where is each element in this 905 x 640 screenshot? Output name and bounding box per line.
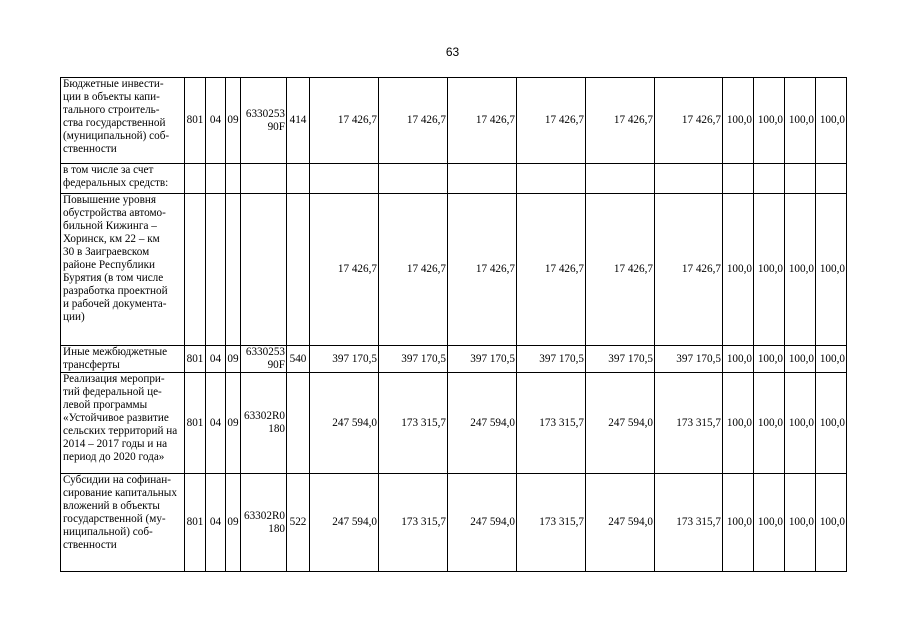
- amount-cell: 17 426,7: [586, 78, 655, 164]
- amount-cell: 247 594,0: [448, 474, 517, 572]
- amount-cell: 17 426,7: [448, 78, 517, 164]
- amount-cell: 17 426,7: [310, 194, 379, 346]
- amount-cell: 397 170,5: [310, 346, 379, 373]
- amount-cell: [448, 164, 517, 194]
- row-name-line: 2014 – 2017 годы и на: [63, 438, 168, 450]
- expense-type-cell: 414: [287, 78, 310, 164]
- amount-cell: 247 594,0: [310, 373, 379, 474]
- amount-cell: [379, 164, 448, 194]
- percent-cell: 100,0: [785, 346, 816, 373]
- target-article-cell: [241, 164, 287, 194]
- page-number: 63: [445, 45, 460, 59]
- row-name-line: трансферты: [63, 359, 120, 371]
- ministry-code-cell: 801: [185, 78, 206, 164]
- row-name-line: обустройства автомо-: [63, 207, 166, 219]
- amount-cell: 247 594,0: [586, 373, 655, 474]
- subsection-code-cell: [226, 164, 241, 194]
- percent-cell: 100,0: [816, 346, 847, 373]
- amount-cell: [310, 164, 379, 194]
- row-name-line: ства государственной: [63, 117, 166, 129]
- table-row: [61, 346, 847, 373]
- section-code-cell: 04: [206, 78, 226, 164]
- section-code-cell: [206, 194, 226, 346]
- amount-cell: 173 315,7: [517, 474, 586, 572]
- subsection-code-cell: 09: [226, 78, 241, 164]
- amount-cell: 397 170,5: [379, 346, 448, 373]
- amount-cell: 173 315,7: [655, 474, 723, 572]
- subsection-code-cell: [226, 194, 241, 346]
- row-name-cell: [61, 373, 185, 474]
- amount-cell: 247 594,0: [586, 474, 655, 572]
- row-name-cell: [61, 346, 185, 373]
- table-row: [61, 373, 847, 474]
- row-name-line: разработка проектной: [63, 285, 168, 297]
- amount-cell: 173 315,7: [655, 373, 723, 474]
- row-name-cell: [61, 78, 185, 164]
- row-name-line: сельских территорий на: [63, 425, 178, 437]
- row-name-line: Бюджетные инвести-: [63, 78, 164, 90]
- row-name-line: Иные межбюджетные: [63, 346, 168, 358]
- row-name-line: в том числе за счет: [63, 164, 154, 176]
- row-name-line: районе Республики: [63, 259, 156, 271]
- amount-cell: 17 426,7: [310, 78, 379, 164]
- percent-cell: 100,0: [723, 78, 754, 164]
- percent-cell: 100,0: [723, 474, 754, 572]
- table-row: [61, 474, 847, 572]
- amount-cell: 17 426,7: [655, 194, 723, 346]
- row-name-cell: [61, 164, 185, 194]
- table-row: [61, 164, 847, 194]
- section-code-cell: 04: [206, 474, 226, 572]
- row-name-line: ниципальной) соб-: [63, 526, 153, 538]
- row-name-line: период до 2020 года»: [63, 451, 165, 463]
- section-code-cell: 04: [206, 346, 226, 373]
- amount-cell: [655, 164, 723, 194]
- percent-cell: [816, 164, 847, 194]
- row-name-line: ственности: [63, 539, 117, 551]
- amount-cell: 173 315,7: [379, 474, 448, 572]
- amount-cell: 397 170,5: [448, 346, 517, 373]
- percent-cell: 100,0: [816, 194, 847, 346]
- row-name-line: Повышение уровня: [63, 194, 156, 206]
- amount-cell: 247 594,0: [448, 373, 517, 474]
- row-name-line: левой программы: [63, 399, 148, 411]
- percent-cell: 100,0: [754, 474, 785, 572]
- row-name-line: 30 в Заиграевском: [63, 246, 150, 258]
- amount-cell: 17 426,7: [379, 194, 448, 346]
- ministry-code-cell: 801: [185, 346, 206, 373]
- percent-cell: 100,0: [754, 346, 785, 373]
- amount-cell: 397 170,5: [655, 346, 723, 373]
- ministry-code-cell: 801: [185, 474, 206, 572]
- target-article-cell: 63302R0 180: [241, 474, 287, 572]
- row-name-line: вложений в объекты: [63, 500, 160, 512]
- percent-cell: 100,0: [754, 78, 785, 164]
- percent-cell: [785, 164, 816, 194]
- table-row: [61, 78, 847, 164]
- section-code-cell: 04: [206, 373, 226, 474]
- row-name-cell: [61, 474, 185, 572]
- row-name-line: государственной (му-: [63, 513, 166, 525]
- percent-cell: 100,0: [816, 373, 847, 474]
- ministry-code-cell: 801: [185, 373, 206, 474]
- percent-cell: 100,0: [723, 346, 754, 373]
- percent-cell: 100,0: [785, 194, 816, 346]
- row-name-line: ции): [63, 311, 85, 323]
- percent-cell: 100,0: [816, 78, 847, 164]
- percent-cell: 100,0: [754, 194, 785, 346]
- subsection-code-cell: 09: [226, 474, 241, 572]
- percent-cell: 100,0: [785, 373, 816, 474]
- ministry-code-cell: [185, 164, 206, 194]
- amount-cell: 173 315,7: [517, 373, 586, 474]
- target-article-cell: 6330253 90F: [241, 78, 287, 164]
- row-name-line: Бурятия (в том числе: [63, 272, 164, 284]
- table-body: [61, 78, 847, 572]
- amount-cell: 17 426,7: [517, 194, 586, 346]
- percent-cell: 100,0: [723, 194, 754, 346]
- row-name-cell: [61, 194, 185, 346]
- amount-cell: 173 315,7: [379, 373, 448, 474]
- section-code-cell: [206, 164, 226, 194]
- row-name-line: ственности: [63, 143, 117, 155]
- amount-cell: 397 170,5: [586, 346, 655, 373]
- percent-cell: 100,0: [785, 78, 816, 164]
- percent-cell: 100,0: [754, 373, 785, 474]
- row-name-line: Хоринск, км 22 – км: [63, 233, 160, 245]
- amount-cell: 17 426,7: [517, 78, 586, 164]
- percent-cell: 100,0: [785, 474, 816, 572]
- percent-cell: [723, 164, 754, 194]
- amount-cell: 17 426,7: [586, 194, 655, 346]
- table-row: [61, 194, 847, 346]
- percent-cell: [754, 164, 785, 194]
- row-name-line: бильной Кижинга –: [63, 220, 157, 232]
- row-name-line: Субсидии на софинан-: [63, 474, 171, 486]
- expense-type-cell: [287, 373, 310, 474]
- expense-type-cell: [287, 194, 310, 346]
- target-article-cell: [241, 194, 287, 346]
- amount-cell: 17 426,7: [655, 78, 723, 164]
- row-name-line: «Устойчивое развитие: [63, 412, 169, 424]
- subsection-code-cell: 09: [226, 346, 241, 373]
- row-name-line: тального строитель-: [63, 104, 160, 116]
- row-name-line: ции в объекты капи-: [63, 91, 160, 103]
- amount-cell: 397 170,5: [517, 346, 586, 373]
- percent-cell: 100,0: [816, 474, 847, 572]
- row-name-line: сирование капитальных: [63, 487, 177, 499]
- percent-cell: 100,0: [723, 373, 754, 474]
- target-article-cell: 63302R0 180: [241, 373, 287, 474]
- amount-cell: 247 594,0: [310, 474, 379, 572]
- expense-type-cell: 522: [287, 474, 310, 572]
- amount-cell: 17 426,7: [379, 78, 448, 164]
- subsection-code-cell: 09: [226, 373, 241, 474]
- amount-cell: [517, 164, 586, 194]
- row-name-line: федеральных средств:: [63, 177, 169, 189]
- row-name-line: Реализация меропри-: [63, 373, 165, 385]
- amount-cell: 17 426,7: [448, 194, 517, 346]
- amount-cell: [586, 164, 655, 194]
- target-article-cell: 6330253 90F: [241, 346, 287, 373]
- row-name-line: и рабочей документа-: [63, 298, 167, 310]
- budget-table: [60, 77, 847, 572]
- ministry-code-cell: [185, 194, 206, 346]
- expense-type-cell: 540: [287, 346, 310, 373]
- expense-type-cell: [287, 164, 310, 194]
- row-name-line: тий федеральной це-: [63, 386, 162, 398]
- row-name-line: (муниципальной) соб-: [63, 130, 170, 142]
